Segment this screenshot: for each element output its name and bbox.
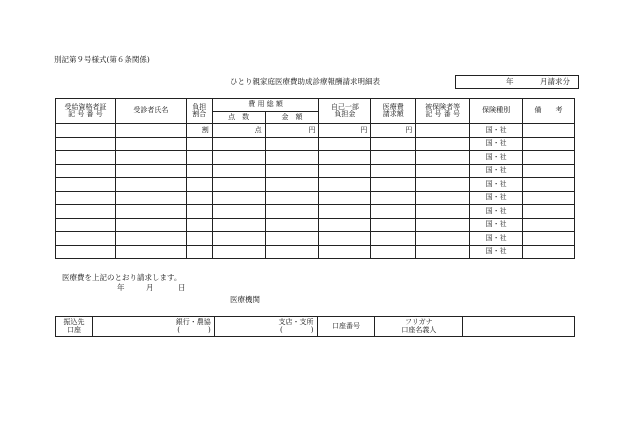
remarks-cell[interactable] xyxy=(523,232,575,246)
self-payment-cell[interactable] xyxy=(319,245,371,259)
remarks-cell[interactable] xyxy=(523,205,575,219)
insured-number-cell[interactable] xyxy=(416,124,470,138)
points-cell[interactable] xyxy=(212,218,265,232)
cert-number-cell[interactable] xyxy=(56,151,116,165)
remarks-cell[interactable] xyxy=(523,124,575,138)
cert-number-cell[interactable] xyxy=(56,191,116,205)
patient-name-cell[interactable] xyxy=(115,137,186,151)
insured-number-cell[interactable] xyxy=(416,232,470,246)
claim-amount-cell[interactable] xyxy=(371,218,416,232)
amount-cell[interactable] xyxy=(265,232,319,246)
cert-number-cell[interactable] xyxy=(56,178,116,192)
remarks-cell[interactable] xyxy=(523,191,575,205)
insurance-type-cell[interactable]: 国・社 xyxy=(470,151,523,165)
insured-number-cell[interactable] xyxy=(416,151,470,165)
table-row xyxy=(56,245,575,259)
points-cell[interactable]: 点 xyxy=(212,124,265,138)
table-row xyxy=(56,137,575,151)
page-title: ひとり親家庭医療費助成診療報酬請求明細表 xyxy=(230,77,380,86)
header-burden-ratio: 負担 割合 xyxy=(186,99,212,124)
points-cell[interactable] xyxy=(212,178,265,192)
table-row xyxy=(56,164,575,178)
amount-cell[interactable] xyxy=(265,151,319,165)
amount-cell[interactable] xyxy=(265,137,319,151)
table-row xyxy=(56,178,575,192)
remarks-cell[interactable] xyxy=(523,245,575,259)
insurance-type-cell[interactable]: 国・社 xyxy=(470,137,523,151)
claim-amount-cell[interactable] xyxy=(371,137,416,151)
claim-amount-cell[interactable] xyxy=(371,178,416,192)
insured-number-cell[interactable] xyxy=(416,164,470,178)
cert-number-cell[interactable] xyxy=(56,232,116,246)
self-payment-cell[interactable] xyxy=(319,191,371,205)
transfer-account-label: 振込先 口座 xyxy=(56,317,93,337)
insurance-type-cell[interactable]: 国・社 xyxy=(470,205,523,219)
points-cell[interactable] xyxy=(212,164,265,178)
insured-number-cell[interactable] xyxy=(416,218,470,232)
patient-name-cell[interactable] xyxy=(115,191,186,205)
patient-name-cell[interactable] xyxy=(115,232,186,246)
amount-cell[interactable] xyxy=(265,218,319,232)
burden-ratio-cell[interactable] xyxy=(186,245,212,259)
cert-number-cell[interactable] xyxy=(56,137,116,151)
account-holder-field[interactable] xyxy=(463,317,575,337)
period-month-label: 月請求分 xyxy=(540,77,570,86)
header-insured-number: 被保険者等 記 号 番 号 xyxy=(416,99,470,124)
claim-amount-cell[interactable] xyxy=(371,245,416,259)
cert-number-cell[interactable] xyxy=(56,218,116,232)
self-payment-cell[interactable] xyxy=(319,178,371,192)
claim-table xyxy=(55,98,575,259)
patient-name-cell[interactable] xyxy=(115,218,186,232)
patient-name-cell[interactable] xyxy=(115,151,186,165)
cert-number-cell[interactable] xyxy=(56,245,116,259)
remarks-cell[interactable] xyxy=(523,164,575,178)
date-month-label: 月 xyxy=(146,283,154,292)
table-row xyxy=(56,191,575,205)
insured-number-cell[interactable] xyxy=(416,191,470,205)
burden-ratio-cell[interactable]: 割 xyxy=(186,124,212,138)
insurance-type-cell[interactable]: 国・社 xyxy=(470,218,523,232)
points-cell[interactable] xyxy=(212,245,265,259)
insurance-type-cell[interactable]: 国・社 xyxy=(470,124,523,138)
date-year-label: 年 xyxy=(117,283,125,292)
remarks-cell[interactable] xyxy=(523,218,575,232)
table-row xyxy=(56,124,575,138)
table-row xyxy=(56,232,575,246)
points-cell[interactable] xyxy=(212,137,265,151)
insurance-type-cell[interactable]: 国・社 xyxy=(470,178,523,192)
points-cell[interactable] xyxy=(212,191,265,205)
self-payment-cell[interactable] xyxy=(319,205,371,219)
form-label: 別記第９号様式(第６条関係) xyxy=(54,55,150,64)
institution-label: 医療機関 xyxy=(230,295,260,304)
patient-name-cell[interactable] xyxy=(115,245,186,259)
account-holder-label: フリガナ 口座名義人 xyxy=(375,317,463,337)
patient-name-cell[interactable] xyxy=(115,178,186,192)
header-remarks: 備 考 xyxy=(523,99,575,124)
points-cell[interactable] xyxy=(212,151,265,165)
claim-amount-cell[interactable] xyxy=(371,151,416,165)
cert-number-cell[interactable] xyxy=(56,205,116,219)
patient-name-cell[interactable] xyxy=(115,205,186,219)
self-payment-cell[interactable] xyxy=(319,232,371,246)
claim-statement: 医療費を上記のとおり請求します。 xyxy=(62,273,182,282)
self-payment-cell[interactable] xyxy=(319,164,371,178)
self-payment-cell[interactable] xyxy=(319,218,371,232)
points-cell[interactable] xyxy=(212,232,265,246)
insurance-type-cell[interactable]: 国・社 xyxy=(470,164,523,178)
header-claim-amount: 医療費 請求額 xyxy=(371,99,416,124)
patient-name-cell[interactable] xyxy=(115,164,186,178)
bank-name-field[interactable]: 銀行・農協 ( ) xyxy=(92,317,214,337)
burden-ratio-cell[interactable] xyxy=(186,218,212,232)
remarks-cell[interactable] xyxy=(523,137,575,151)
date-day-label: 日 xyxy=(178,283,186,292)
claim-amount-cell[interactable] xyxy=(371,191,416,205)
insurance-type-cell[interactable]: 国・社 xyxy=(470,245,523,259)
amount-cell[interactable] xyxy=(265,178,319,192)
billing-period-box[interactable] xyxy=(455,75,579,89)
burden-ratio-cell[interactable] xyxy=(186,178,212,192)
account-number-label: 口座番号 xyxy=(317,317,375,337)
amount-cell[interactable] xyxy=(265,164,319,178)
claim-amount-cell[interactable] xyxy=(371,232,416,246)
burden-ratio-cell[interactable] xyxy=(186,137,212,151)
remarks-cell[interactable] xyxy=(523,151,575,165)
amount-cell[interactable] xyxy=(265,191,319,205)
burden-ratio-cell[interactable] xyxy=(186,205,212,219)
remarks-cell[interactable] xyxy=(523,178,575,192)
claim-amount-cell[interactable] xyxy=(371,164,416,178)
points-cell[interactable] xyxy=(212,205,265,219)
claim-amount-cell[interactable] xyxy=(371,205,416,219)
insurance-type-cell[interactable]: 国・社 xyxy=(470,191,523,205)
amount-cell[interactable] xyxy=(265,245,319,259)
burden-ratio-cell[interactable] xyxy=(186,164,212,178)
cert-number-cell[interactable] xyxy=(56,164,116,178)
burden-ratio-cell[interactable] xyxy=(186,232,212,246)
table-row xyxy=(56,151,575,165)
table-row xyxy=(56,218,575,232)
burden-ratio-cell[interactable] xyxy=(186,151,212,165)
insured-number-cell[interactable] xyxy=(416,178,470,192)
self-payment-cell[interactable] xyxy=(319,151,371,165)
insured-number-cell[interactable] xyxy=(416,245,470,259)
branch-name-field[interactable]: 支店・支所 ( ) xyxy=(214,317,317,337)
table-row xyxy=(56,205,575,219)
header-patient-name: 受診者氏名 xyxy=(115,99,186,124)
bank-account-table xyxy=(55,316,575,337)
patient-name-cell[interactable] xyxy=(115,124,186,138)
header-total-cost: 費 用 総 額 xyxy=(212,99,319,112)
header-cert-number: 受給資格者証 記 号 番 号 xyxy=(56,99,116,124)
self-payment-cell[interactable] xyxy=(319,137,371,151)
amount-cell[interactable] xyxy=(265,205,319,219)
header-points: 点 数 xyxy=(212,112,265,124)
insured-number-cell[interactable] xyxy=(416,205,470,219)
self-payment-cell[interactable]: 円 xyxy=(319,124,371,138)
header-amount: 金 額 xyxy=(265,112,319,124)
burden-ratio-cell[interactable] xyxy=(186,191,212,205)
insured-number-cell[interactable] xyxy=(416,137,470,151)
header-self-payment: 自己一部 負担金 xyxy=(319,99,371,124)
claim-amount-cell[interactable]: 円 xyxy=(371,124,416,138)
period-year-label: 年 xyxy=(506,77,514,86)
insurance-type-cell[interactable]: 国・社 xyxy=(470,232,523,246)
cert-number-cell[interactable] xyxy=(56,124,116,138)
amount-cell[interactable]: 円 xyxy=(265,124,319,138)
header-insurance-type: 保険種別 xyxy=(470,99,523,124)
